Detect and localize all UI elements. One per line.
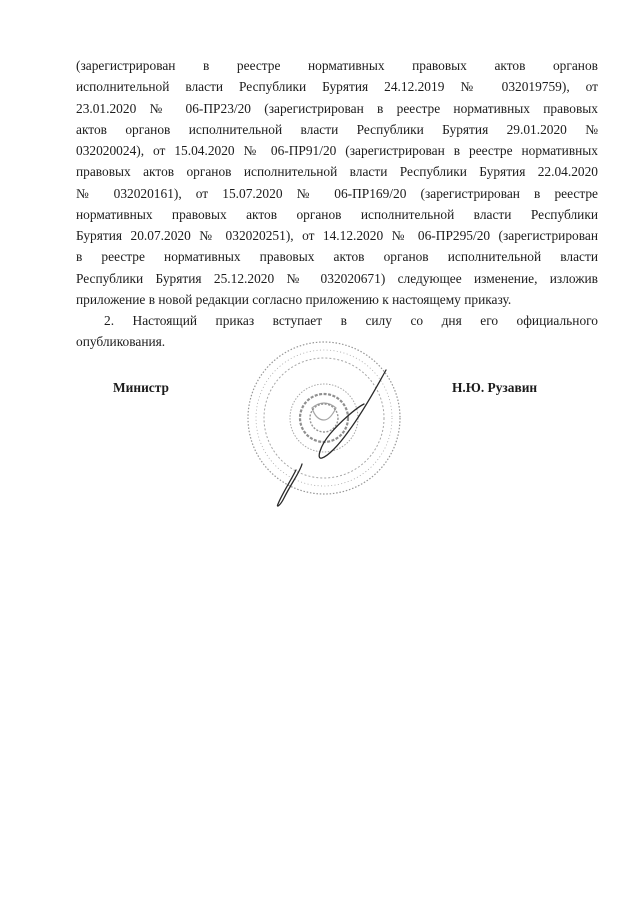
paragraph-line: опубликования.: [76, 334, 166, 349]
paragraph-line: Бурятия 20.07.2020 № 032020251), от 14.12.2020 № 06-ПР295/20 (зарегистрирован: [76, 228, 598, 243]
paragraph-line: нормативных правовых актов органов исполнительной власти Республики: [76, 207, 598, 222]
paragraph-line: актов органов исполнительной власти Республики Бурятия 29.01.2020 №: [76, 122, 598, 137]
paragraph-line: 032020024), от 15.04.2020 № 06-ПР91/20 (зарегистрирован в реестре нормативных: [76, 143, 598, 158]
signatory-name: Н.Ю. Рузавин: [452, 380, 538, 395]
paragraph-line: в реестре нормативных правовых актов органов исполнительной власти: [76, 249, 598, 264]
paragraph-line: правовых актов органов исполнительной власти Республики Бурятия 22.04.2020: [76, 164, 598, 179]
paragraph-line: 23.01.2020 № 06-ПР23/20 (зарегистрирован в реестре нормативных правовых: [76, 101, 598, 116]
paragraph-line: исполнительной власти Республики Бурятия 24.12.2019 № 032019759), от: [76, 79, 598, 94]
paragraph-line: Республики Бурятия 25.12.2020 № 032020671) следующее изменение, изложив: [76, 271, 598, 286]
signatory-position: Министр: [113, 380, 169, 395]
paragraph-line: (зарегистрирован в реестре нормативных правовых актов органов: [76, 58, 598, 73]
paragraph-line: № 032020161), от 15.07.2020 № 06-ПР169/20 (зарегистрирован в реестре: [76, 186, 598, 201]
paragraph-line: приложение в новой редакции согласно приложению к настоящему приказу.: [76, 292, 512, 307]
official-seal-stamp: [236, 330, 416, 510]
paragraph-line: 2. Настоящий приказ вступает в силу со дня его официального: [104, 313, 598, 328]
